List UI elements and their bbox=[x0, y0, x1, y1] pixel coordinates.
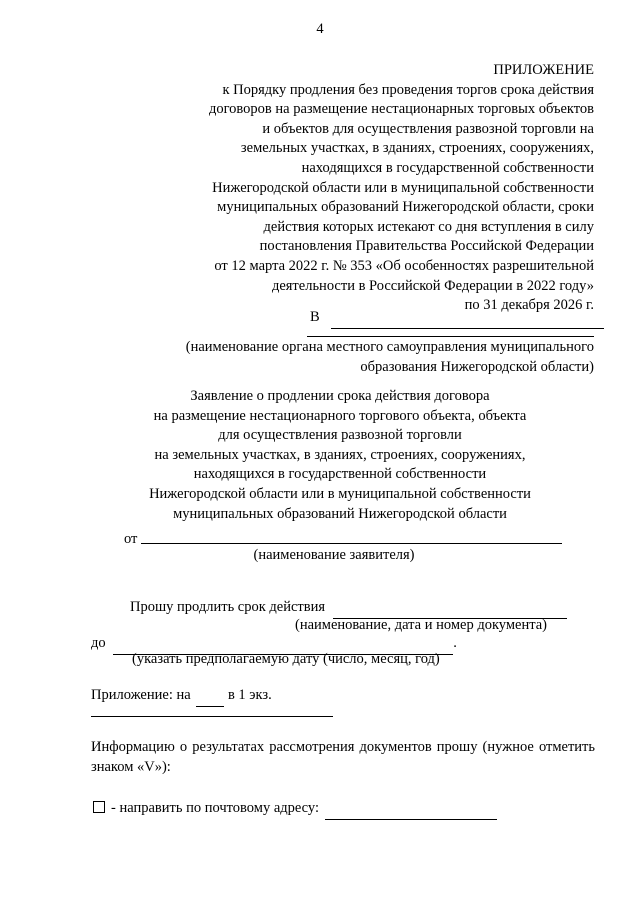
appendix-line: договоров на размещение нестационарных торговых объектов bbox=[208, 101, 594, 118]
recipient-caption bbox=[124, 338, 594, 377]
recipient-caption-line: (наименование органа местного самоуправления муниципального bbox=[185, 339, 594, 355]
mail-checkbox[interactable] bbox=[93, 801, 105, 813]
info-paragraph: Информацию о результатах рассмотрения документов прошу (нужное отметить знаком «V»): bbox=[91, 739, 595, 775]
statement-title-line: на размещение нестационарного торгового объекта, объекта bbox=[153, 407, 527, 424]
recipient-line bbox=[310, 308, 604, 329]
applicant-prefix: от bbox=[124, 531, 138, 547]
appendix-line: Нижегородской области или в муниципальной собственности bbox=[212, 179, 594, 196]
appendix-header bbox=[124, 61, 594, 316]
page-number: 4 bbox=[316, 21, 324, 37]
appendix-line: действия которых истекают со дня вступления в силу bbox=[263, 218, 594, 235]
appendix-line: муниципальных образований Нижегородской области, сроки bbox=[217, 199, 594, 216]
recipient-blank-2[interactable] bbox=[307, 336, 594, 337]
appendix-line: и объектов для осуществления развозной торговли на bbox=[262, 120, 594, 137]
statement-title-line: на земельных участках, в зданиях, строениях, сооружениях, bbox=[154, 446, 526, 463]
applicant-blank[interactable] bbox=[141, 543, 562, 544]
until-prefix: до bbox=[91, 635, 106, 651]
mail-option bbox=[91, 799, 497, 820]
appendix-line: к Порядку продления без проведения торгов срока действия bbox=[222, 81, 594, 98]
statement-title-line: муниципальных образований Нижегородской области bbox=[173, 505, 507, 522]
recipient-prefix: В bbox=[310, 309, 320, 325]
statement-title-line: находящихся в государственной собственности bbox=[193, 466, 487, 483]
attachment-suffix: в 1 экз. bbox=[227, 687, 272, 703]
appendix-line: находящихся в государственной собственности bbox=[301, 159, 594, 176]
date-caption: (указать предполагаемую дату (число, месяц, год) bbox=[132, 651, 440, 667]
attachment-blank[interactable] bbox=[91, 716, 333, 717]
attachment-prefix: Приложение: на bbox=[91, 687, 191, 703]
mail-option-label: - направить по почтовому адресу: bbox=[111, 800, 320, 816]
recipient-caption-line: образования Нижегородской области) bbox=[360, 358, 594, 375]
attachment-count-blank[interactable] bbox=[196, 686, 224, 707]
request-text: Прошу продлить срок действия bbox=[130, 599, 326, 615]
appendix-line: земельных участках, в зданиях, строениях, сооружениях, bbox=[240, 140, 594, 157]
recipient-blank[interactable] bbox=[331, 308, 604, 329]
appendix-line: деятельности в Российской Федерации в 2022 году» bbox=[271, 277, 594, 294]
document-caption: (наименование, дата и номер документа) bbox=[295, 617, 547, 633]
statement-title bbox=[90, 387, 590, 524]
applicant-caption: (наименование заявителя) bbox=[253, 547, 415, 563]
attachment-line bbox=[91, 686, 272, 707]
statement-title-line: для осуществления развозной торговли bbox=[218, 427, 462, 444]
appendix-line: по 31 декабря 2026 г. bbox=[464, 297, 594, 314]
appendix-line: от 12 марта 2022 г. № 353 «Об особенностях разрешительной bbox=[214, 257, 594, 274]
appendix-heading: ПРИЛОЖЕНИЕ bbox=[493, 62, 594, 78]
until-suffix: . bbox=[453, 635, 457, 651]
appendix-line: постановления Правительства Российской Федерации bbox=[259, 238, 594, 255]
statement-title-line: Заявление о продлении срока действия договора bbox=[190, 388, 490, 404]
statement-title-line: Нижегородской области или в муниципальной собственности bbox=[149, 485, 531, 502]
mail-address-blank[interactable] bbox=[325, 799, 497, 820]
